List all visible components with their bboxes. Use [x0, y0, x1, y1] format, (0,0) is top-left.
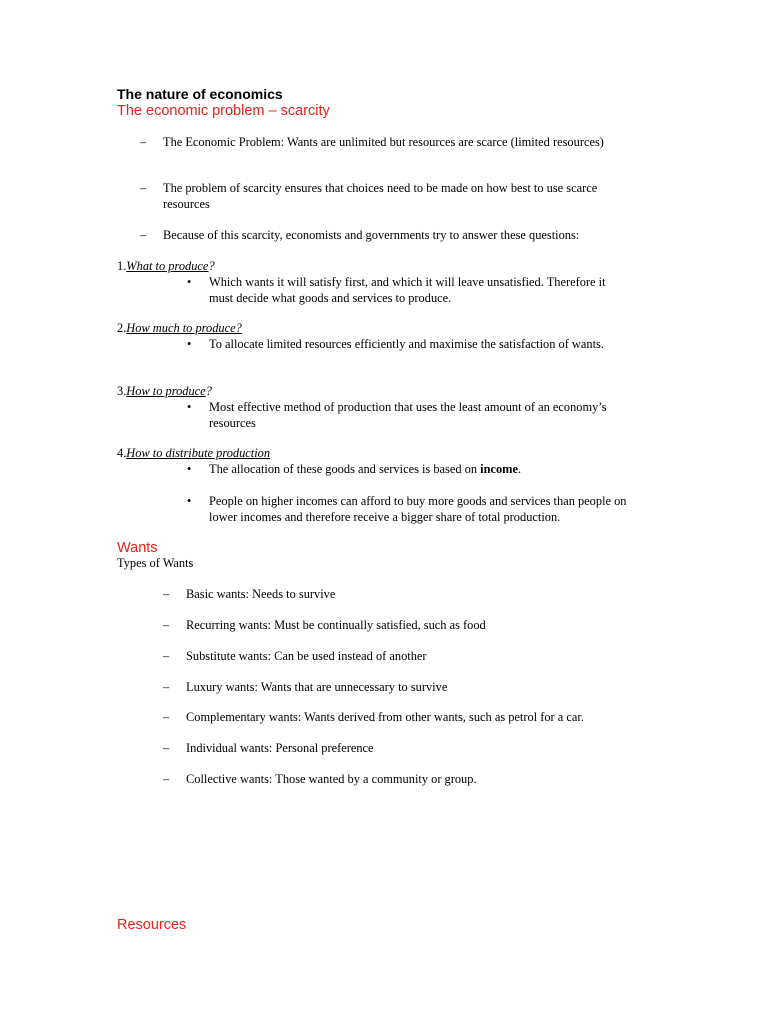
types-of-wants-heading: Types of Wants	[117, 556, 194, 570]
question-number: 1.	[117, 259, 127, 273]
question-text: What to produce	[126, 259, 209, 273]
bullet-marker: •	[187, 337, 192, 351]
dash-marker: –	[163, 710, 170, 724]
bullet-text: The allocation of these goods and services is based on	[209, 462, 481, 476]
section-heading-scarcity: The economic problem – scarcity	[117, 103, 330, 119]
bullet-marker: •	[187, 494, 192, 508]
bullet-marker: •	[187, 400, 192, 414]
dash-marker: –	[140, 135, 147, 149]
bullet-marker: •	[187, 462, 192, 476]
dash-marker: –	[163, 741, 170, 755]
question-2-bullet: To allocate limited resources efficiently and maximise the satisfaction of wants.	[209, 337, 604, 351]
want-item-complementary: Complementary wants: Wants derived from other wants, such as petrol for a car.	[186, 710, 584, 724]
question-3-bullet: Most effective method of production that uses the least amount of an economy’s resources	[209, 400, 607, 430]
intro-point-1: The Economic Problem: Wants are unlimited but resources are scarce (limited resources)	[163, 135, 604, 149]
dash-marker: –	[163, 618, 170, 632]
question-4	[117, 446, 270, 462]
question-4-bullet-2: People on higher incomes can afford to buy more goods and services than people on lower incomes and therefore receive a bigger share of total production.	[209, 494, 627, 524]
intro-point-3: Because of this scarcity, economists and governments try to answer these questions:	[163, 228, 580, 242]
section-heading-resources: Resources	[117, 917, 187, 933]
dash-marker: –	[163, 649, 170, 663]
want-item-substitute: Substitute wants: Can be used instead of another	[186, 649, 427, 663]
question-1-bullet: Which wants it will satisfy first, and which it will leave unsatisfied. Therefore it must decide what goods and services to produce.	[209, 275, 606, 305]
question-number: 3.	[117, 384, 127, 398]
want-item-basic: Basic wants: Needs to survive	[186, 587, 336, 601]
question-text: How to distribute production	[126, 446, 271, 460]
bullet-marker: •	[187, 275, 192, 289]
question-2	[117, 321, 242, 337]
want-item-collective: Collective wants: Those wanted by a community or group.	[186, 772, 477, 786]
bold-term-income: income	[480, 462, 519, 476]
want-item-recurring: Recurring wants: Must be continually satisfied, such as food	[186, 618, 486, 632]
question-suffix: ?	[208, 259, 215, 273]
section-heading-wants: Wants	[117, 540, 158, 556]
question-number: 2.	[117, 321, 127, 335]
dash-marker: –	[140, 181, 147, 195]
question-3	[117, 384, 212, 400]
want-item-individual: Individual wants: Personal preference	[186, 741, 374, 755]
question-text: How much to produce?	[126, 321, 242, 335]
question-4-bullet-1	[209, 462, 649, 478]
question-text: How to produce	[126, 384, 206, 398]
bullet-text-end: .	[518, 462, 522, 476]
dash-marker: –	[163, 587, 170, 601]
question-suffix: ?	[205, 384, 212, 398]
want-item-luxury: Luxury wants: Wants that are unnecessary to survive	[186, 680, 448, 694]
intro-point-2: The problem of scarcity ensures that choices need to be made on how best to use scarce resources	[163, 181, 598, 211]
dash-marker: –	[140, 228, 147, 242]
dash-marker: –	[163, 680, 170, 694]
document-title: The nature of economics	[117, 86, 283, 102]
question-number: 4.	[117, 446, 127, 460]
dash-marker: –	[163, 772, 170, 786]
question-1	[117, 259, 215, 275]
